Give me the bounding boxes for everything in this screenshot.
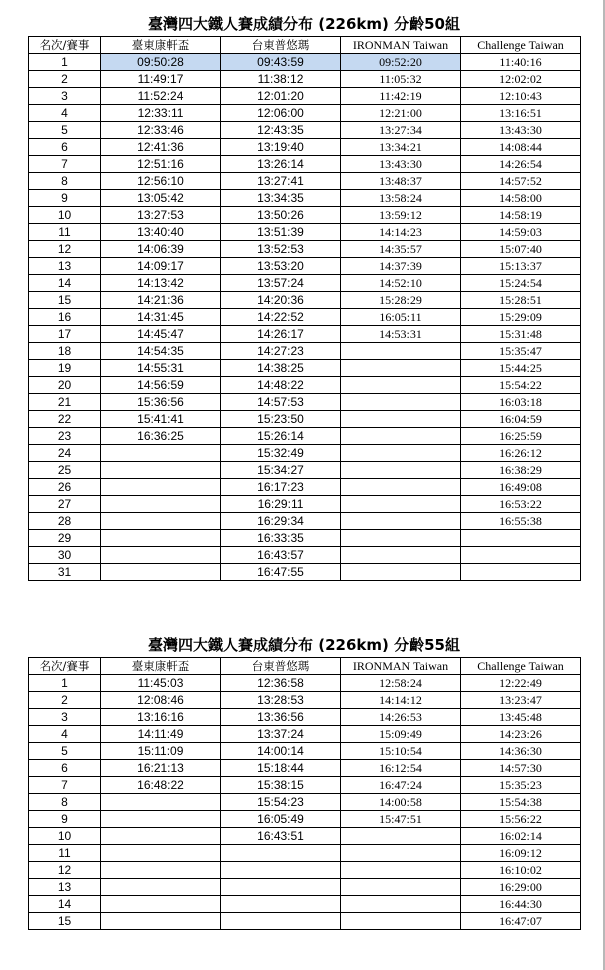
rank-cell: 9 <box>29 811 101 828</box>
table-row <box>29 122 581 139</box>
challenge-taiwan-cell: 16:29:00 <box>461 879 581 896</box>
puyuma-cell: 13:53:20 <box>221 258 341 275</box>
puyuma-cell: 13:57:24 <box>221 275 341 292</box>
kangxuan-cup-cell <box>101 547 221 564</box>
challenge-taiwan-cell: 16:02:14 <box>461 828 581 845</box>
rank-cell: 16 <box>29 309 101 326</box>
challenge-taiwan-cell: 12:22:49 <box>461 675 581 692</box>
table-row <box>29 743 581 760</box>
rank-cell: 4 <box>29 726 101 743</box>
puyuma-cell: 14:27:23 <box>221 343 341 360</box>
challenge-taiwan-cell: 14:59:03 <box>461 224 581 241</box>
ironman-taiwan-cell <box>341 913 461 930</box>
ironman-taiwan-cell: 13:59:12 <box>341 207 461 224</box>
puyuma-cell: 12:06:00 <box>221 105 341 122</box>
table-row <box>29 377 581 394</box>
rank-cell: 14 <box>29 275 101 292</box>
puyuma-cell <box>221 913 341 930</box>
kangxuan-cup-cell: 14:11:49 <box>101 726 221 743</box>
puyuma-cell: 14:22:52 <box>221 309 341 326</box>
puyuma-cell: 13:19:40 <box>221 139 341 156</box>
rank-cell: 2 <box>29 71 101 88</box>
table-row <box>29 564 581 581</box>
ironman-taiwan-cell: 11:05:32 <box>341 71 461 88</box>
table-row <box>29 879 581 896</box>
rank-cell: 13 <box>29 879 101 896</box>
table-row <box>29 726 581 743</box>
table-row <box>29 309 581 326</box>
ironman-taiwan-cell: 16:47:24 <box>341 777 461 794</box>
column-header-puyuma: 台東普悠瑪 <box>221 37 341 54</box>
challenge-taiwan-cell: 16:44:30 <box>461 896 581 913</box>
table-row <box>29 275 581 292</box>
rank-cell: 10 <box>29 828 101 845</box>
table-row <box>29 675 581 692</box>
ironman-taiwan-cell <box>341 896 461 913</box>
kangxuan-cup-cell <box>101 479 221 496</box>
kangxuan-cup-cell: 15:41:41 <box>101 411 221 428</box>
kangxuan-cup-cell <box>101 913 221 930</box>
ironman-taiwan-cell: 14:14:23 <box>341 224 461 241</box>
rank-cell: 31 <box>29 564 101 581</box>
rank-cell: 1 <box>29 54 101 71</box>
kangxuan-cup-cell <box>101 445 221 462</box>
puyuma-cell: 15:23:50 <box>221 411 341 428</box>
challenge-taiwan-cell: 14:58:00 <box>461 190 581 207</box>
column-header-challenge-taiwan: Challenge Taiwan <box>461 658 581 675</box>
rank-cell: 3 <box>29 88 101 105</box>
kangxuan-cup-cell: 11:45:03 <box>101 675 221 692</box>
kangxuan-cup-cell: 11:52:24 <box>101 88 221 105</box>
kangxuan-cup-cell <box>101 564 221 581</box>
rank-cell: 20 <box>29 377 101 394</box>
puyuma-cell: 09:43:59 <box>221 54 341 71</box>
challenge-taiwan-cell: 15:44:25 <box>461 360 581 377</box>
table-row <box>29 513 581 530</box>
puyuma-cell: 13:34:35 <box>221 190 341 207</box>
challenge-taiwan-cell: 16:47:07 <box>461 913 581 930</box>
kangxuan-cup-cell <box>101 530 221 547</box>
table-row <box>29 862 581 879</box>
kangxuan-cup-cell: 14:09:17 <box>101 258 221 275</box>
table-row <box>29 326 581 343</box>
kangxuan-cup-cell <box>101 828 221 845</box>
column-header-kangxuan-cup: 臺東康軒盃 <box>101 37 221 54</box>
table-row <box>29 530 581 547</box>
table-row <box>29 794 581 811</box>
table-row <box>29 54 581 71</box>
rank-cell: 15 <box>29 292 101 309</box>
rank-cell: 15 <box>29 913 101 930</box>
rank-cell: 29 <box>29 530 101 547</box>
puyuma-cell: 12:43:35 <box>221 122 341 139</box>
ironman-taiwan-cell <box>341 862 461 879</box>
puyuma-cell: 15:34:27 <box>221 462 341 479</box>
ironman-taiwan-cell: 12:21:00 <box>341 105 461 122</box>
table-row <box>29 547 581 564</box>
rank-cell: 4 <box>29 105 101 122</box>
rank-cell: 27 <box>29 496 101 513</box>
puyuma-cell: 15:18:44 <box>221 760 341 777</box>
puyuma-cell: 13:52:53 <box>221 241 341 258</box>
ironman-taiwan-cell: 14:00:58 <box>341 794 461 811</box>
challenge-taiwan-cell: 13:43:30 <box>461 122 581 139</box>
results-table <box>28 36 581 581</box>
rank-cell: 26 <box>29 479 101 496</box>
ironman-taiwan-cell: 14:35:57 <box>341 241 461 258</box>
puyuma-cell <box>221 879 341 896</box>
table-row <box>29 105 581 122</box>
ironman-taiwan-cell: 13:34:21 <box>341 139 461 156</box>
puyuma-cell: 14:57:53 <box>221 394 341 411</box>
table-row <box>29 777 581 794</box>
table-row <box>29 190 581 207</box>
kangxuan-cup-cell <box>101 462 221 479</box>
ironman-taiwan-cell <box>341 360 461 377</box>
challenge-taiwan-cell: 12:02:02 <box>461 71 581 88</box>
age-group-55-section <box>28 633 580 930</box>
kangxuan-cup-cell: 14:13:42 <box>101 275 221 292</box>
ironman-taiwan-cell <box>341 845 461 862</box>
kangxuan-cup-cell <box>101 811 221 828</box>
challenge-taiwan-cell <box>461 547 581 564</box>
table-row <box>29 156 581 173</box>
challenge-taiwan-cell: 15:13:37 <box>461 258 581 275</box>
ironman-taiwan-cell: 14:26:53 <box>341 709 461 726</box>
ironman-taiwan-cell <box>341 828 461 845</box>
puyuma-cell: 12:36:58 <box>221 675 341 692</box>
challenge-taiwan-cell: 11:40:16 <box>461 54 581 71</box>
puyuma-cell: 14:48:22 <box>221 377 341 394</box>
challenge-taiwan-cell: 16:26:12 <box>461 445 581 462</box>
kangxuan-cup-cell: 11:49:17 <box>101 71 221 88</box>
kangxuan-cup-cell: 12:41:36 <box>101 139 221 156</box>
rank-cell: 23 <box>29 428 101 445</box>
rank-cell: 1 <box>29 675 101 692</box>
ironman-taiwan-cell <box>341 513 461 530</box>
challenge-taiwan-cell: 15:56:22 <box>461 811 581 828</box>
kangxuan-cup-cell: 14:55:31 <box>101 360 221 377</box>
challenge-taiwan-cell: 16:03:18 <box>461 394 581 411</box>
column-header-ironman-taiwan: IRONMAN Taiwan <box>341 37 461 54</box>
puyuma-cell: 15:26:14 <box>221 428 341 445</box>
puyuma-cell: 13:28:53 <box>221 692 341 709</box>
ironman-taiwan-cell: 12:58:24 <box>341 675 461 692</box>
kangxuan-cup-cell: 14:45:47 <box>101 326 221 343</box>
rank-cell: 30 <box>29 547 101 564</box>
table-row <box>29 394 581 411</box>
table-row <box>29 292 581 309</box>
kangxuan-cup-cell <box>101 845 221 862</box>
rank-cell: 11 <box>29 845 101 862</box>
table-row <box>29 760 581 777</box>
ironman-taiwan-cell: 15:47:51 <box>341 811 461 828</box>
challenge-taiwan-cell: 16:38:29 <box>461 462 581 479</box>
age-group-50-section <box>28 12 580 581</box>
rank-cell: 12 <box>29 862 101 879</box>
table-row <box>29 428 581 445</box>
ironman-taiwan-cell: 13:58:24 <box>341 190 461 207</box>
ironman-taiwan-cell <box>341 411 461 428</box>
rank-cell: 7 <box>29 777 101 794</box>
ironman-taiwan-cell <box>341 445 461 462</box>
ironman-taiwan-cell: 14:37:39 <box>341 258 461 275</box>
rank-cell: 5 <box>29 122 101 139</box>
puyuma-cell: 16:47:55 <box>221 564 341 581</box>
rank-cell: 6 <box>29 760 101 777</box>
table-row <box>29 445 581 462</box>
challenge-taiwan-cell: 16:55:38 <box>461 513 581 530</box>
puyuma-cell <box>221 845 341 862</box>
kangxuan-cup-cell: 12:33:46 <box>101 122 221 139</box>
puyuma-cell: 12:01:20 <box>221 88 341 105</box>
table-row <box>29 845 581 862</box>
kangxuan-cup-cell <box>101 513 221 530</box>
kangxuan-cup-cell: 13:27:53 <box>101 207 221 224</box>
rank-cell: 6 <box>29 139 101 156</box>
challenge-taiwan-cell: 14:57:52 <box>461 173 581 190</box>
challenge-taiwan-cell <box>461 530 581 547</box>
puyuma-cell: 16:29:34 <box>221 513 341 530</box>
column-header-puyuma: 台東普悠瑪 <box>221 658 341 675</box>
puyuma-cell: 13:36:56 <box>221 709 341 726</box>
challenge-taiwan-cell: 16:25:59 <box>461 428 581 445</box>
table-row <box>29 360 581 377</box>
kangxuan-cup-cell <box>101 496 221 513</box>
ironman-taiwan-cell: 15:10:54 <box>341 743 461 760</box>
table-row <box>29 462 581 479</box>
puyuma-cell: 14:20:36 <box>221 292 341 309</box>
ironman-taiwan-cell: 13:27:34 <box>341 122 461 139</box>
puyuma-cell: 11:38:12 <box>221 71 341 88</box>
challenge-taiwan-cell: 14:23:26 <box>461 726 581 743</box>
table-row <box>29 88 581 105</box>
kangxuan-cup-cell: 13:05:42 <box>101 190 221 207</box>
puyuma-cell: 15:38:15 <box>221 777 341 794</box>
table-row <box>29 811 581 828</box>
ironman-taiwan-cell <box>341 462 461 479</box>
rank-cell: 18 <box>29 343 101 360</box>
rank-cell: 28 <box>29 513 101 530</box>
ironman-taiwan-cell: 09:52:20 <box>341 54 461 71</box>
puyuma-cell: 14:26:17 <box>221 326 341 343</box>
table-row <box>29 692 581 709</box>
challenge-taiwan-cell: 16:09:12 <box>461 845 581 862</box>
challenge-taiwan-cell: 12:10:43 <box>461 88 581 105</box>
challenge-taiwan-cell: 15:35:23 <box>461 777 581 794</box>
kangxuan-cup-cell: 12:51:16 <box>101 156 221 173</box>
rank-cell: 17 <box>29 326 101 343</box>
rank-cell: 25 <box>29 462 101 479</box>
kangxuan-cup-cell: 15:36:56 <box>101 394 221 411</box>
challenge-taiwan-cell: 15:35:47 <box>461 343 581 360</box>
challenge-taiwan-cell: 13:23:47 <box>461 692 581 709</box>
puyuma-cell: 16:17:23 <box>221 479 341 496</box>
kangxuan-cup-cell: 12:56:10 <box>101 173 221 190</box>
rank-cell: 7 <box>29 156 101 173</box>
puyuma-cell: 13:37:24 <box>221 726 341 743</box>
table-row <box>29 411 581 428</box>
table-row <box>29 896 581 913</box>
section-title: 臺灣四大鐵人賽成績分布 (226km) 分齡55組 <box>148 636 460 654</box>
ironman-taiwan-cell: 14:14:12 <box>341 692 461 709</box>
challenge-taiwan-cell: 14:26:54 <box>461 156 581 173</box>
puyuma-cell: 16:33:35 <box>221 530 341 547</box>
kangxuan-cup-cell: 14:06:39 <box>101 241 221 258</box>
rank-cell: 21 <box>29 394 101 411</box>
kangxuan-cup-cell: 14:56:59 <box>101 377 221 394</box>
rank-cell: 3 <box>29 709 101 726</box>
rank-cell: 10 <box>29 207 101 224</box>
puyuma-cell: 13:26:14 <box>221 156 341 173</box>
ironman-taiwan-cell: 16:12:54 <box>341 760 461 777</box>
challenge-taiwan-cell: 14:36:30 <box>461 743 581 760</box>
ironman-taiwan-cell: 14:52:10 <box>341 275 461 292</box>
puyuma-cell: 16:05:49 <box>221 811 341 828</box>
challenge-taiwan-cell: 15:54:38 <box>461 794 581 811</box>
ironman-taiwan-cell <box>341 547 461 564</box>
table-row <box>29 207 581 224</box>
kangxuan-cup-cell: 16:48:22 <box>101 777 221 794</box>
challenge-taiwan-cell: 15:28:51 <box>461 292 581 309</box>
table-row <box>29 913 581 930</box>
ironman-taiwan-cell: 15:09:49 <box>341 726 461 743</box>
rank-cell: 13 <box>29 258 101 275</box>
ironman-taiwan-cell <box>341 530 461 547</box>
table-row <box>29 139 581 156</box>
ironman-taiwan-cell <box>341 479 461 496</box>
puyuma-cell <box>221 896 341 913</box>
table-row <box>29 343 581 360</box>
kangxuan-cup-cell: 15:11:09 <box>101 743 221 760</box>
challenge-taiwan-cell: 15:54:22 <box>461 377 581 394</box>
puyuma-cell: 15:32:49 <box>221 445 341 462</box>
challenge-taiwan-cell: 13:45:48 <box>461 709 581 726</box>
challenge-taiwan-cell: 15:24:54 <box>461 275 581 292</box>
puyuma-cell: 16:43:51 <box>221 828 341 845</box>
table-row <box>29 258 581 275</box>
challenge-taiwan-cell <box>461 564 581 581</box>
rank-cell: 12 <box>29 241 101 258</box>
ironman-taiwan-cell: 13:48:37 <box>341 173 461 190</box>
table-row <box>29 828 581 845</box>
puyuma-cell: 14:38:25 <box>221 360 341 377</box>
kangxuan-cup-cell <box>101 896 221 913</box>
puyuma-cell: 14:00:14 <box>221 743 341 760</box>
kangxuan-cup-cell: 14:54:35 <box>101 343 221 360</box>
table-row <box>29 496 581 513</box>
challenge-taiwan-cell: 15:07:40 <box>461 241 581 258</box>
column-header-rank: 名次/賽事 <box>29 658 101 675</box>
kangxuan-cup-cell: 16:36:25 <box>101 428 221 445</box>
ironman-taiwan-cell <box>341 428 461 445</box>
table-row <box>29 173 581 190</box>
ironman-taiwan-cell: 11:42:19 <box>341 88 461 105</box>
puyuma-cell: 13:50:26 <box>221 207 341 224</box>
header-row <box>29 658 581 675</box>
challenge-taiwan-cell: 16:04:59 <box>461 411 581 428</box>
ironman-taiwan-cell: 16:05:11 <box>341 309 461 326</box>
challenge-taiwan-cell: 13:16:51 <box>461 105 581 122</box>
puyuma-cell: 16:29:11 <box>221 496 341 513</box>
ironman-taiwan-cell: 14:53:31 <box>341 326 461 343</box>
ironman-taiwan-cell <box>341 564 461 581</box>
challenge-taiwan-cell: 14:57:30 <box>461 760 581 777</box>
challenge-taiwan-cell: 14:58:19 <box>461 207 581 224</box>
puyuma-cell <box>221 862 341 879</box>
challenge-taiwan-cell: 15:31:48 <box>461 326 581 343</box>
column-header-rank: 名次/賽事 <box>29 37 101 54</box>
column-header-kangxuan-cup: 臺東康軒盃 <box>101 658 221 675</box>
puyuma-cell: 16:43:57 <box>221 547 341 564</box>
kangxuan-cup-cell <box>101 862 221 879</box>
ironman-taiwan-cell: 15:28:29 <box>341 292 461 309</box>
challenge-taiwan-cell: 14:08:44 <box>461 139 581 156</box>
kangxuan-cup-cell: 12:33:11 <box>101 105 221 122</box>
ironman-taiwan-cell <box>341 496 461 513</box>
table-row <box>29 71 581 88</box>
rank-cell: 2 <box>29 692 101 709</box>
table-row <box>29 479 581 496</box>
rank-cell: 5 <box>29 743 101 760</box>
table-row <box>29 709 581 726</box>
rank-cell: 19 <box>29 360 101 377</box>
table-row <box>29 241 581 258</box>
rank-cell: 14 <box>29 896 101 913</box>
rank-cell: 11 <box>29 224 101 241</box>
ironman-taiwan-cell: 13:43:30 <box>341 156 461 173</box>
rank-cell: 22 <box>29 411 101 428</box>
kangxuan-cup-cell: 09:50:28 <box>101 54 221 71</box>
ironman-taiwan-cell <box>341 377 461 394</box>
kangxuan-cup-cell: 14:21:36 <box>101 292 221 309</box>
ironman-taiwan-cell <box>341 343 461 360</box>
kangxuan-cup-cell: 12:08:46 <box>101 692 221 709</box>
column-header-ironman-taiwan: IRONMAN Taiwan <box>341 658 461 675</box>
kangxuan-cup-cell: 13:16:16 <box>101 709 221 726</box>
ironman-taiwan-cell <box>341 879 461 896</box>
challenge-taiwan-cell: 16:49:08 <box>461 479 581 496</box>
kangxuan-cup-cell: 16:21:13 <box>101 760 221 777</box>
puyuma-cell: 13:51:39 <box>221 224 341 241</box>
rank-cell: 8 <box>29 794 101 811</box>
rank-cell: 24 <box>29 445 101 462</box>
results-table <box>28 657 581 930</box>
column-header-challenge-taiwan: Challenge Taiwan <box>461 37 581 54</box>
kangxuan-cup-cell <box>101 879 221 896</box>
ironman-taiwan-cell <box>341 394 461 411</box>
rank-cell: 9 <box>29 190 101 207</box>
header-row <box>29 37 581 54</box>
table-row <box>29 224 581 241</box>
challenge-taiwan-cell: 16:53:22 <box>461 496 581 513</box>
kangxuan-cup-cell: 13:40:40 <box>101 224 221 241</box>
challenge-taiwan-cell: 15:29:09 <box>461 309 581 326</box>
kangxuan-cup-cell: 14:31:45 <box>101 309 221 326</box>
section-title: 臺灣四大鐵人賽成績分布 (226km) 分齡50組 <box>148 15 460 33</box>
puyuma-cell: 13:27:41 <box>221 173 341 190</box>
challenge-taiwan-cell: 16:10:02 <box>461 862 581 879</box>
kangxuan-cup-cell <box>101 794 221 811</box>
puyuma-cell: 15:54:23 <box>221 794 341 811</box>
rank-cell: 8 <box>29 173 101 190</box>
